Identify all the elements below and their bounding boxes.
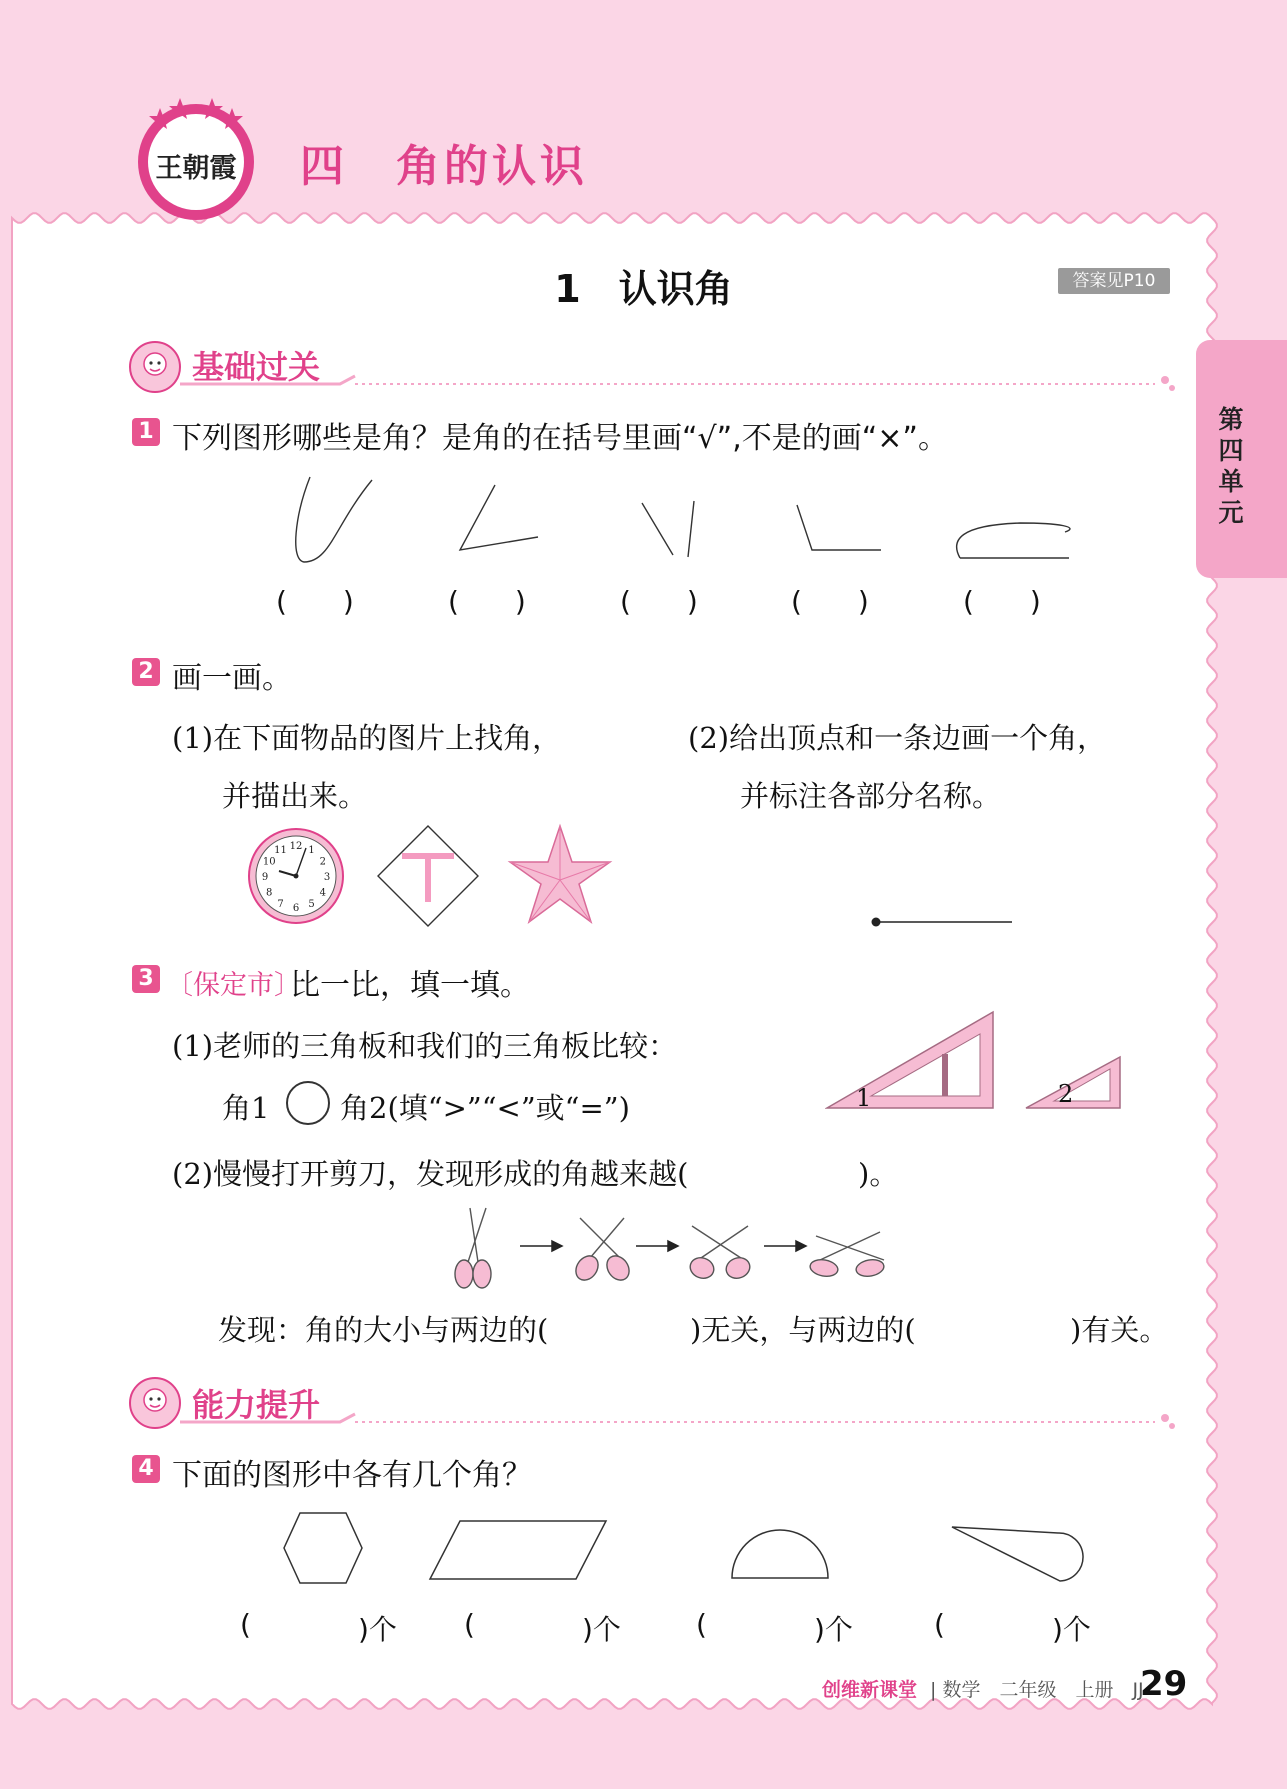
answer-blank-open: ( [934,1608,945,1641]
clock-numeral: 3 [323,872,331,883]
answer-reference-badge: 答案见P10 [1058,268,1170,294]
question-2-part2-line2: 并标注各部分名称。 [740,779,1002,813]
teacher-triangle-ruler [825,1010,1000,1112]
question-number-4: 4 [132,1455,160,1483]
question-number-2: 2 [132,658,160,686]
footer-meta: | 数学 二年级 上册 JJ [930,1679,1144,1701]
scissors-icon [809,1232,885,1278]
lesson-title: 1 认识角 [554,267,733,311]
page-number: 29 [1140,1664,1188,1704]
section-title-basic: 基础过关 [192,348,321,386]
angle-1-marker: 1 [856,1084,872,1112]
angle-2-marker: 2 [1058,1080,1074,1108]
clock-picture [246,826,346,926]
answer-blank-open: ( [240,1608,251,1641]
question-2-part2-line1: (2)给出顶点和一条边画一个角， [688,721,1107,755]
arrow-icon [636,1241,678,1251]
answer-blank-close[interactable]: )个 [358,1613,397,1646]
angle-1-label: 角1 [222,1091,270,1125]
clock-numeral: 8 [266,887,273,899]
question-3-part1: (1)老师的三角板和我们的三角板比较： [172,1029,678,1063]
parallelogram-shape [430,1521,606,1579]
clock-numeral: 9 [261,872,269,883]
comparison-instruction: 角2(填“>”“<”或“=”) [340,1091,630,1125]
arrow-icon [764,1241,806,1251]
question-1-text: 下列图形哪些是角？是角的在括号里画“√”,不是的画“×”。 [172,421,948,456]
given-vertex-and-side [866,912,1026,932]
clock-numeral: 5 [308,898,315,910]
sign-board-picture [374,822,482,930]
footer-series: 创维新课堂 [822,1679,918,1701]
question-1-figures [280,465,1080,575]
answer-blank-open: ( [464,1608,475,1641]
student-triangle-ruler [1024,1055,1124,1111]
figure-angle-2 [797,505,881,550]
question-3-part2-end: )。 [858,1157,899,1191]
region-tag: 〔保定市〕 [166,970,301,1001]
section-mascot-icon [128,1376,182,1434]
answer-blank[interactable]: ( ) [276,585,354,618]
clock-numeral: 10 [262,856,276,868]
answer-blank[interactable]: ( ) [448,585,526,618]
clock-numeral: 6 [292,903,300,914]
question-2-part1-line1: (1)在下面物品的图片上找角， [172,721,562,755]
comparison-circle-blank[interactable] [286,1081,330,1125]
semicircle-shape [732,1530,828,1578]
figure-curve-and-line [957,523,1070,558]
answer-blank[interactable]: ( ) [963,585,1041,618]
section-mascot-icon [128,340,182,398]
finding-text-end: )有关。 [1070,1313,1169,1347]
answer-blank-open: ( [696,1608,707,1641]
clock-numeral: 7 [277,898,284,910]
hexagon-shape [284,1513,362,1583]
question-number-1: 1 [132,418,160,446]
figure-separated-lines [642,501,694,557]
scissors-icon [687,1226,752,1282]
finding-text-start: 发现：角的大小与两边的( [218,1313,549,1347]
clock-numeral: 11 [274,845,287,857]
question-4-text: 下面的图形中各有几个角？ [172,1458,532,1493]
question-3-part2-start: (2)慢慢打开剪刀，发现形成的角越来越( [172,1157,689,1191]
section-title-advanced: 能力提升 [192,1386,321,1424]
fan-shape [952,1527,1083,1581]
question-2-part1-line2: 并描出来。 [222,779,368,813]
section-divider [180,1410,1180,1434]
question-2-text: 画一画。 [172,661,292,696]
clock-numeral: 2 [319,856,326,868]
figure-angle [460,485,538,550]
scissors-icon [455,1208,491,1288]
question-4-shapes [270,1505,1100,1595]
clock-numeral: 12 [289,841,303,852]
clock-numeral: 1 [308,845,315,857]
section-divider [180,372,1180,396]
finding-text-middle: )无关，与两边的( [690,1313,916,1347]
unit-title: 四 角的认识 [300,141,588,192]
question-3-text: 比一比，填一填。 [290,968,530,1003]
question-number-3: 3 [132,965,160,993]
clock-numeral: 4 [319,887,326,899]
answer-blank-close[interactable]: )个 [582,1613,621,1646]
star-picture [506,822,614,930]
answer-blank[interactable]: ( ) [620,585,698,618]
answer-blank[interactable]: ( ) [791,585,869,618]
answer-blank-close[interactable]: )个 [814,1613,853,1646]
answer-blank-close[interactable]: )个 [1052,1613,1091,1646]
scissors-icon [571,1218,633,1284]
figure-curved-shape [296,477,372,562]
brand-logo-text: 王朝霞 [155,153,237,184]
scissors-sequence [440,1204,900,1294]
arrow-icon [520,1241,562,1251]
unit-side-tab-label: 第 四 单 元 [1218,405,1244,527]
